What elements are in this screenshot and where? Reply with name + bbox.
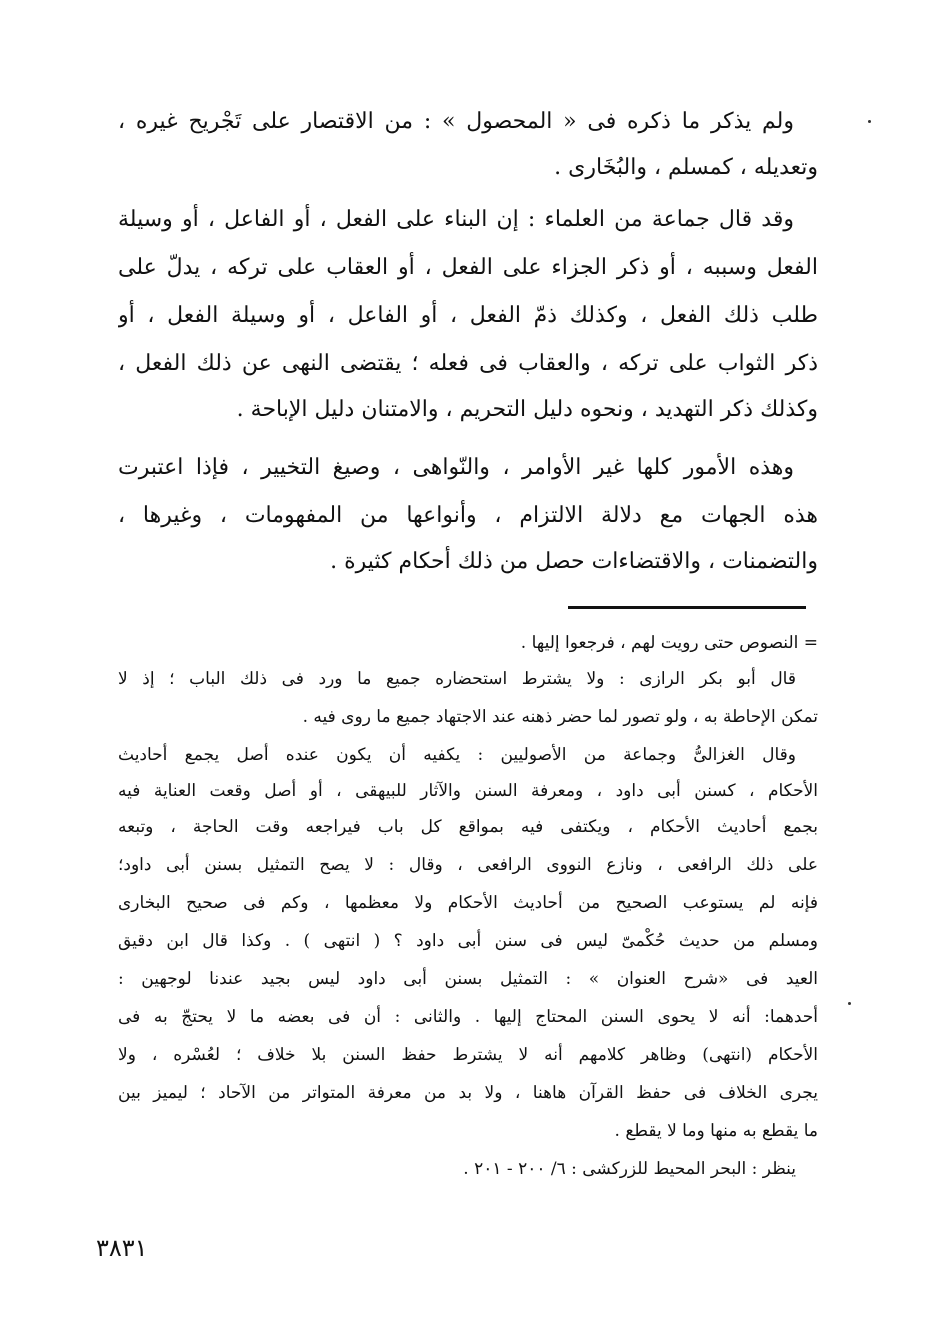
footnote-line: ما يقطع به منها وما لا يقطع .	[614, 1121, 818, 1141]
body-line: طلب ذلك الفعل ، وكذلك ذمّ الفعل ، أو الفاعل ، أو وسيلة الفعل ، أو	[118, 303, 818, 328]
body-line: والتضمنات ، والاقتضاءات حصل من ذلك أحكام كثيرة .	[330, 549, 818, 574]
footnote-line: تمكن الإحاطة به ، ولو تصور لما حضر ذهنه عند الاجتهاد جميع ما روى فيه .	[302, 707, 818, 727]
body-line: ولم يذكر ما ذكره فى « المحصول » : من الاقتصار على تَجْريح غيره ،	[118, 109, 794, 134]
footnote-line: على ذلك الرافعى ، ونازع النووى الرافعى ، وقال : لا يصح التمثيل بسنن أبى داود؛	[118, 855, 818, 875]
body-line: الفعل وسببه ، أو ذكر الجزاء على الفعل ، أو العقاب على تركه ، يدلّ على	[118, 255, 818, 280]
footnote-line: قال أبو بكر الرازى : ولا يشترط استحضاره جميع ما ورد فى ذلك الباب ؛ إذ لا	[118, 669, 796, 689]
footnote-line: يجرى الخلاف فى حفظ القرآن هاهنا ، ولا بد من معرفة المتواتر من الآحاد ؛ ليميز بين	[118, 1083, 818, 1103]
scan-speck	[868, 120, 871, 123]
footnote-line: = النصوص حتى رويت لهم ، فرجعوا إليها .	[520, 633, 818, 653]
footnote-line: العيد فى «شرح العنوان » : التمثيل بسنن أبى داود ليس بجيد عندنا لوجهين :	[118, 969, 818, 989]
footnote-line: أحدهما: أنه لا يحوى السنن المحتاج إليها . والثانى : أن فى بعضه ما لا يحتجّ به فى	[118, 1007, 818, 1027]
footnote-separator	[568, 606, 806, 609]
body-line: ذكر الثواب على تركه ، والعقاب فى فعله ؛ يقتضى النهى عن ذلك الفعل ،	[118, 351, 818, 376]
footnote-line: وقال الغزالىُّ وجماعة من الأصوليين : يكفيه أن يكون عنده أصل يجمع أحاديث	[118, 745, 796, 765]
body-line: وكذلك ذكر التهديد ، ونحوه دليل التحريم ، والامتنان دليل الإباحة .	[236, 397, 818, 422]
scan-speck	[848, 1002, 851, 1005]
body-line: وقد قال جماعة من العلماء : إن البناء على الفعل ، أو الفاعل ، أو وسيلة	[118, 207, 794, 232]
footnote-line: ينظر : البحر المحيط للزركشى : ٦/ ٢٠٠ - ٢٠١ .	[463, 1159, 796, 1179]
body-line: وتعديله ، كمسلم ، والبُخَارى .	[554, 155, 818, 180]
footnote-line: ومسلم من حديث حُكْمىّ ليس فى سنن أبى داود ؟ ( انتهى ) . وكذا قال ابن دقيق	[118, 931, 818, 951]
footnote-line: فإنه لم يستوعب الصحيح من أحاديث الأحكام ولا معظمها ، وكم فى صحيح البخارى	[118, 893, 818, 913]
page-number: ٣٨٣١	[96, 1234, 148, 1262]
footnote-line: الأحكام (انتهى) وظاهر كلامهم أنه لا يشترط حفظ السنن بلا خلاف ؛ لعُسْره ، ولا	[118, 1045, 818, 1065]
footnote-line: بجمع أحاديث الأحكام ، ويكتفى فيه بمواقع كل باب فيراجعه وقت الحاجة ، وتبعه	[118, 817, 818, 837]
footnote-line: الأحكام ، كسنن أبى داود ، ومعرفة السنن والآثار للبيهقى ، أو أصل وقعت العناية فيه	[118, 781, 818, 801]
body-line: هذه الجهات مع دلالة الالتزام ، وأنواعها من المفهومات ، وغيرها ،	[118, 503, 818, 528]
body-line: وهذه الأمور كلها غير الأوامر ، والنّواهى ، وصيغ التخيير ، فإذا اعتبرت	[118, 455, 794, 480]
